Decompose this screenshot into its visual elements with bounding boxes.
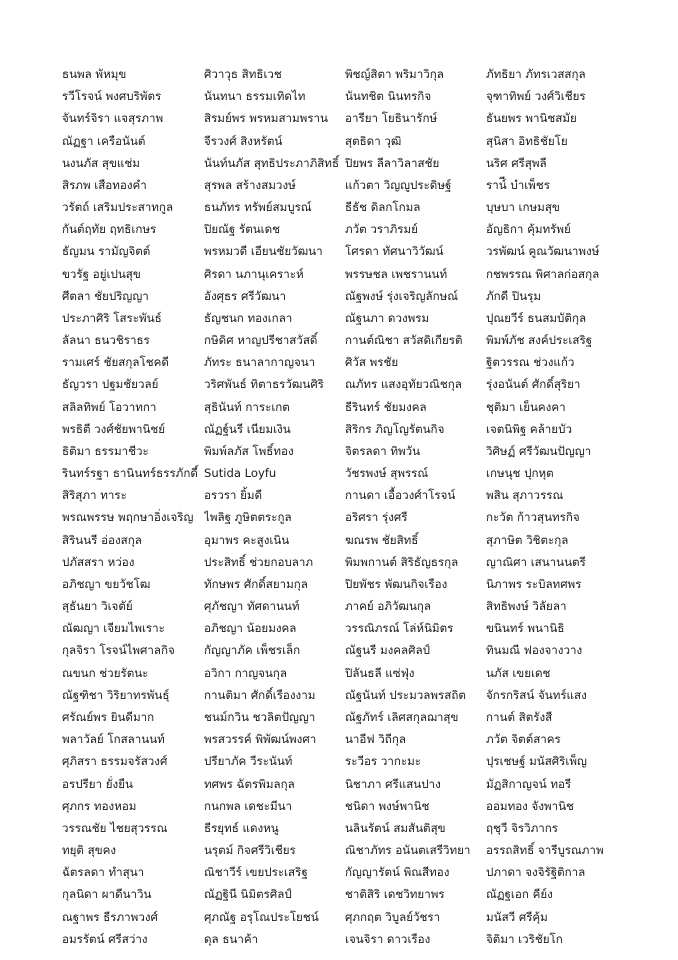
name-entry: สิริสุภา ทาระ (62, 488, 127, 503)
name-entry: เจตนิพิฐ คล้ายบัว (486, 421, 572, 436)
name-entry: รุ่งอนันต์ ศักดิ์สุริยา (486, 377, 581, 392)
name-entry: Sutida Loyfu (204, 466, 277, 481)
name-entry: อรรถสิทธิ์ จารีบูรณภาพ (486, 843, 604, 858)
name-entry: ณัฐนภา ดวงพรม (345, 310, 430, 325)
name-entry: ธัญมน รามัญจิตต์ (62, 244, 151, 259)
name-entry: ณัฒญา เจียมไพเราะ (62, 621, 165, 636)
name-entry: อภิชญา น้อยมงคล (204, 621, 297, 636)
name-entry: นันทนา ธรรมเทิดไท (204, 89, 306, 104)
name-entry: ธีรยุทธ์ แดงหนู (204, 820, 279, 835)
name-entry: นิชาภา ศรีแสนปาง (345, 776, 441, 791)
name-entry: อารียา โยธินารักษ์ (345, 111, 438, 126)
name-entry: ณิชาวีร์ เขยประเสริฐ (204, 865, 308, 880)
name-column-4 (486, 63, 636, 950)
name-entry: จีรวงศ์ สิงหรัตน์ (204, 133, 283, 148)
name-entry: ณัฏฐา เครือนันต์ (62, 133, 146, 148)
name-entry: ณัฐภัทร์ เลิศสกุลฌาสุข (345, 709, 459, 724)
name-entry: อรวรา ยิ้มดี (204, 488, 263, 503)
name-entry: นริศ ศรีสุพลี (486, 155, 547, 170)
name-entry: กุลจิรา โรจน์ไพศาลกิจ (62, 643, 175, 658)
name-entry: ญาณิศา เสนานนตรี (486, 554, 586, 569)
name-entry: ปิยพร ลีลาวิลาสชัย (345, 155, 440, 170)
name-entry: ณัฐฑิชา วิริยาทรพันธุ์ (62, 687, 170, 702)
name-entry: ปภัสสรา หว่อง (62, 554, 135, 569)
name-entry: ณิชาภัทร อนันตเสรีวิทยา (345, 843, 471, 858)
name-entry: อุมาพร คะสูงเนิน (204, 532, 290, 547)
name-entry: ธิติมา ธรรมาชีวะ (62, 443, 149, 458)
name-entry: นลินรัตน์ สมสันติสุข (345, 820, 446, 835)
name-entry: ศิวาวุธ สิทธิเวช (204, 67, 282, 81)
name-entry: สิรินนรี อ่องสกุล (62, 532, 142, 547)
name-entry: วัชรพงษ์ สุพรรณ์ (345, 466, 429, 481)
name-entry: ศรัณย์พร ยินดีมาก (62, 709, 155, 724)
name-entry: ธันยพร พานิชสมัย (486, 111, 577, 126)
name-entry: ภัทระ ธนาลากาญจนา (204, 355, 316, 370)
name-entry: วรัตถ์ เสริมประสาทกูล (62, 200, 174, 215)
name-entry: ณัฏฐ์นรี เนียมเงิน (204, 421, 291, 436)
name-entry: ธนพล พัหมุข (62, 67, 127, 81)
name-entry: ศุภัชญา ทัศดานนท์ (204, 599, 300, 614)
name-entry: สิทธิพงษ์ วิลัยลา (486, 599, 567, 614)
name-entry: อรปรียา ยั่งยืน (62, 776, 133, 791)
name-entry: นันทชิต นินทรกิจ (345, 89, 432, 104)
name-entry: วิศิษฏ์ ศรีวัฒนปัญญา (486, 443, 592, 458)
name-entry: จักรกริสน์ จันทร์แสง (486, 687, 587, 702)
name-entry: ธีธัช ดิลกโกมล (345, 200, 421, 215)
name-entry: ณัฐนรี มงคลศิลป์ (345, 643, 430, 658)
name-entry: อภิชญา ขยวัชโฒ (62, 576, 151, 591)
name-entry: พลาวัลย์ โกสลานนท์ (62, 732, 165, 747)
name-entry: ดุล ธนาค้า (204, 931, 259, 946)
name-entry: กานติมา ศักดิ์เรืองงาม (204, 687, 316, 702)
name-entry: ฤชุวี จิรวิภากร (486, 820, 559, 835)
name-entry: สุตธิดา วุฒิ (345, 133, 402, 148)
name-entry: แก้วตา วิญญูประดิษฐ์ (345, 177, 452, 192)
name-entry: กานต์ณิชา สวัสดิเกียรติ (345, 333, 463, 348)
name-entry: พสิน สุภาวรรณ (486, 488, 564, 503)
name-entry: วริศพันธ์ ทิตาธรวัฒนศิริ (204, 377, 324, 392)
name-entry: ภักดี ปินรุม (486, 288, 542, 303)
name-entry: กะวัต ก้าวสุนทรกิจ (486, 510, 580, 525)
name-entry: ภวัต จิตต์สาคร (486, 732, 561, 747)
name-entry: ฉัตรลดา ทำสุนา (62, 865, 145, 880)
name-entry: พรธิตี วงศ์ชัยพานิชย์ (62, 421, 166, 436)
name-entry: ณัฐนันท์ ประมวลพรสถิต (345, 687, 466, 702)
name-entry: พิชญ์สิตา พริมาวิกุล (345, 67, 444, 81)
name-entry: ปุณยวีร์ ธนสมบัติกุล (486, 310, 587, 325)
name-entry: วรรณิภรณ์ โล่ห์นิมิตร (345, 621, 454, 636)
name-entry: ธนภัทร ทรัพย์สมบูรณ์ (204, 200, 312, 215)
name-entry: พรณพรรษ พฤกษาอิ่งเจริญ (62, 510, 194, 525)
name-entry: อริศรา รุ่งศรี (345, 510, 408, 525)
name-entry: สุธินันท์ การะเกต (204, 399, 290, 414)
name-entry: วรรณชัย ไชยสุวรรณ (62, 820, 168, 835)
name-entry: สิรมย์พร พรหมสามพราน (204, 111, 328, 126)
name-entry: ณภัทร แสงอุทัยวณิชกุล (345, 377, 462, 392)
name-entry: ณฐาพร ธีรภาพวงศ์ (62, 909, 158, 924)
name-entry: ศุภกฤต วิบูลย์วัชรา (345, 909, 441, 924)
name-entry: ระวีอร วากะมะ (345, 754, 421, 769)
name-entry: กุลนิดา ผาดีนาวิน (62, 887, 152, 902)
name-entry: ชนิดา พงษ์พานิช (345, 798, 430, 813)
name-entry: พิมพกานต์ สิริธัญธรกุล (345, 554, 459, 569)
name-entry: กัญญาภัค เพ็ชรเล็ก (204, 643, 301, 658)
name-entry: สุภาษิต วิชิตะกุล (486, 532, 569, 547)
name-entry: กันต์ฤทัย ฤทธิเกษร (62, 222, 157, 237)
name-entry: กชพรรณ พิศาลก่อสกุล (486, 266, 600, 281)
name-entry: กานดา เอื้อวงศ์าโรจน์ (345, 488, 456, 503)
name-entry: ชาติสิริ เดชวิทยาพร (345, 887, 445, 902)
name-entry: ประภาศิริ โสระพันธ์ (62, 310, 162, 325)
name-entry: อังศุธร ศรีวัฒนา (204, 288, 286, 303)
name-entry: ศุภิสรา ธรรมจรัสวงศ์ (62, 754, 168, 769)
name-column-3 (345, 63, 495, 950)
name-entry: มนัสวี ศรีคุ้ม (486, 909, 548, 924)
name-entry: อมรรัตน์ ศรีสว่าง (62, 931, 148, 946)
name-column-2 (204, 63, 354, 950)
name-entry: ภัทธิยา ภัทรเวสสกุล (486, 67, 586, 81)
name-entry: ฐิตวรรณ ช่วงแก้ว (486, 355, 575, 370)
name-entry: ธีรินทร์ ชัยมงคล (345, 399, 427, 414)
name-entry: ไพลิฐ ภูษิตตระกูล (204, 510, 292, 525)
name-entry: ปิลันธลี แซ่ฟุ่ง (345, 665, 415, 680)
name-entry: ลัลนา ธนวชิราธร (62, 333, 150, 348)
name-entry: รวีโรจน์ พงศบริพัตร (62, 89, 162, 104)
name-entry: ภาคย์ อภิวัฒนกุล (345, 599, 432, 614)
name-entry: ปิยณัฐ รัตนเดช (204, 222, 281, 237)
name-entry: กษิดิศ หาญปรีชาสวัสดิ์ (204, 333, 318, 348)
name-entry: ประสิทธิ์ ช่วยกอบลาภ (204, 554, 314, 569)
name-entry: ฆณรพ ชัยสิทธิ์ (345, 532, 419, 547)
name-entry: สุธันยา วิเจตัย์ (62, 599, 133, 614)
name-entry: จันทร์จิรา แจสุรภาพ (62, 111, 164, 126)
name-entry: สุรพล สร้างสมวงษ์ (204, 177, 296, 192)
name-entry: ขวรัฐ อยู่เปนสุข (62, 266, 141, 281)
name-entry: ออมทอง จังพานิช (486, 798, 574, 813)
name-column-1 (62, 63, 212, 950)
name-entry: ณัฏฐเอก คีย์ง (486, 887, 553, 902)
name-entry: จิตรลดา ทิพวัน (345, 443, 421, 458)
name-entry: กัญญารัตน์ พิณสีทอง (345, 865, 450, 880)
name-entry: ธัญวรา ปฐมชัยวลย์ (62, 377, 159, 392)
name-entry: บุษบา เกษมสุข (486, 200, 560, 215)
name-entry: ปรียาภัค วีระนันท์ (204, 754, 293, 769)
name-entry: ปุรเชษฐ์ มนัสศิริเพ็ญ (486, 754, 587, 769)
name-entry: เกษนุช ปุกหุต (486, 466, 554, 481)
name-entry: ปิยพัชร พัฒนกิจเรือง (345, 576, 448, 591)
name-entry: ชนม์กวิน ชวลิตปัญญา (204, 709, 316, 724)
name-entry: นภัส เขยเดช (486, 665, 551, 680)
name-entry: ศิรดา นภานุเคราะห์ (204, 266, 304, 281)
name-entry: พรหมวดี เอียนชัยวัฒนา (204, 244, 323, 259)
name-entry: นรุตม์ กิจศรีวิเชียร (204, 843, 296, 858)
name-entry: พิมพ์ลภัส โพธิ์ทอง (204, 443, 294, 458)
name-entry: ศิวัส พรชัย (345, 355, 399, 370)
name-entry: ณัฐพงษ์ รุ่งเจริญลักษณ์ (345, 288, 459, 303)
name-entry: รินทร์รฐา ธานินทร์ธรรภักดี์ (62, 466, 198, 481)
name-entry: ทักษพร ศักดิ์สยามกุล (204, 576, 308, 591)
name-entry: ทศพร ฉัตรพิมลกุล (204, 776, 295, 791)
name-entry: ทยุติ สุขคง (62, 843, 117, 858)
name-entry: วรพัฒน์ คูณวัฒนาพงษ์ (486, 244, 600, 259)
name-entry: ณัฏฐินี นิมิตรศิลป์ (204, 887, 292, 902)
name-entry: อัญธิกา คุ้มทรัพย์ (486, 222, 571, 237)
name-entry: นิภาพร ระบิลทศพร (486, 576, 582, 591)
name-entry: นันท์นภัส สุทธิประภาภิสิทธิ์ (204, 155, 340, 170)
name-entry: สลิลทิพย์ โอวาทกา (62, 399, 157, 414)
name-entry: กนกพล เดชะมีนา (204, 798, 293, 813)
name-entry: กานต์ สิตรังสี (486, 709, 553, 724)
name-entry: จุฑาทิพย์ วงศ์วิเชียร (486, 89, 586, 104)
name-entry: นาอีฟ วิถีกุล (345, 732, 406, 747)
name-entry: นงนภัส สุขแช่ม (62, 155, 140, 170)
name-entry: อวิกา กาญจนกุล (204, 665, 287, 680)
name-entry: ทินมณี ฟองจางวาง (486, 643, 583, 658)
name-entry: ภวัต วราภิรมย์ (345, 222, 418, 237)
name-entry: ศีตลา ชัยปริญญา (62, 288, 149, 303)
name-entry: พรรษชล เพชรานนท์ (345, 266, 448, 281)
name-entry: ปภาดา จงจิรัฐิติกาล (486, 865, 586, 880)
name-entry: จิติมา เวริชัยโก (486, 931, 563, 946)
name-entry: รามเศร์ ชัยสกุลโชคดี (62, 355, 169, 370)
name-entry: สิรภพ เสือทองคำ (62, 177, 147, 192)
name-entry: ขนินทร์ พนานิธิ (486, 621, 565, 636)
name-entry: มัฏสิกาญจน์ ทอรี (486, 776, 572, 791)
name-entry: สิริกร ภิญโญรัตนกิจ (345, 421, 445, 436)
name-entry: ศุภกร ทองหอม (62, 798, 137, 813)
name-entry: พิมพ์ภัช สงค์ประเสริฐ (486, 333, 593, 348)
name-entry: ศุภณัฐ อรุโณประโยชน์ (204, 909, 319, 924)
name-entry: สุนิสา อิทธิชัยโย (486, 133, 568, 148)
name-entry: ราน์ี บำเพ็ชร (486, 177, 550, 192)
name-entry: พรสวรรค์ พิพัฒน์พงศา (204, 732, 317, 747)
name-entry: ธัญชนก ทองเกลา (204, 310, 293, 325)
name-columns (0, 63, 678, 946)
name-entry: เจนจิรา ดาวเรือง (345, 931, 431, 946)
name-entry: โศรดา ทัศนาวิวัฒน์ (345, 244, 444, 259)
name-entry: ณขนก ช่วยรัตนะ (62, 665, 149, 680)
name-entry: ชุติมา เย็นคงคา (486, 399, 566, 414)
